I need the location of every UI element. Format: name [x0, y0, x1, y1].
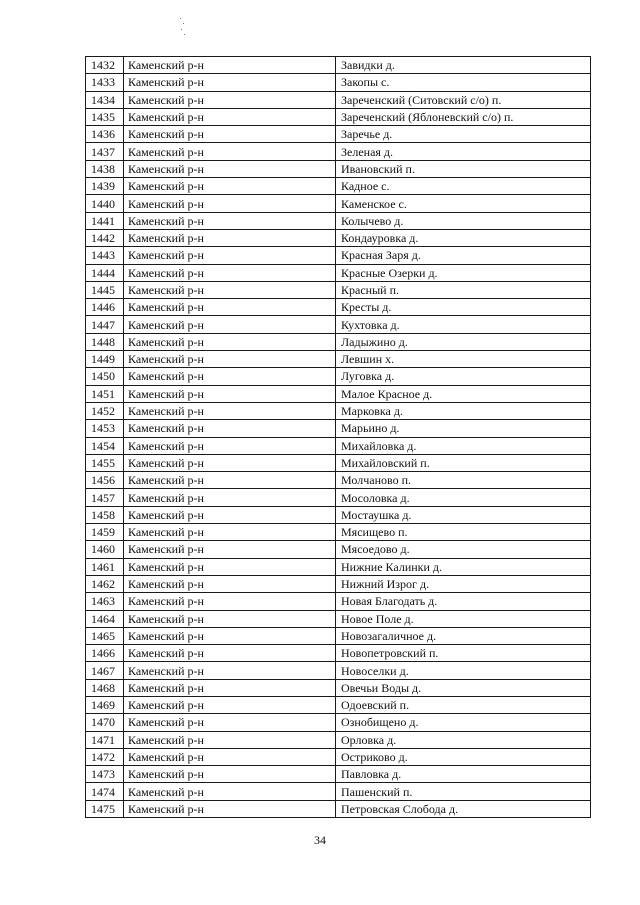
settlement-cell: Марковка д.	[336, 402, 591, 419]
district-cell: Каменский р-н	[124, 610, 336, 627]
table-row	[86, 402, 591, 419]
row-number-cell: 1451	[86, 385, 124, 402]
district-cell: Каменский р-н	[124, 108, 336, 125]
table-row	[86, 766, 591, 783]
row-number-cell: 1461	[86, 558, 124, 575]
district-cell: Каменский р-н	[124, 489, 336, 506]
row-number-cell: 1444	[86, 264, 124, 281]
settlement-cell: Красные Озерки д.	[336, 264, 591, 281]
settlement-cell: Заречье д.	[336, 126, 591, 143]
settlement-cell: Кондауровка д.	[336, 229, 591, 246]
settlement-cell: Новоселки д.	[336, 662, 591, 679]
settlement-cell: Мосоловка д.	[336, 489, 591, 506]
settlement-cell: Остриково д.	[336, 748, 591, 765]
row-number-cell: 1464	[86, 610, 124, 627]
table-row	[86, 558, 591, 575]
district-cell: Каменский р-н	[124, 264, 336, 281]
page-number: 34	[314, 833, 326, 847]
district-cell: Каменский р-н	[124, 731, 336, 748]
table-row	[86, 454, 591, 471]
district-cell: Каменский р-н	[124, 247, 336, 264]
district-cell: Каменский р-н	[124, 645, 336, 662]
settlement-cell: Красная Заря д.	[336, 247, 591, 264]
row-number-cell: 1459	[86, 524, 124, 541]
table-row	[86, 575, 591, 592]
district-cell: Каменский р-н	[124, 524, 336, 541]
district-cell: Каменский р-н	[124, 178, 336, 195]
row-number-cell: 1467	[86, 662, 124, 679]
row-number-cell: 1470	[86, 714, 124, 731]
row-number-cell: 1460	[86, 541, 124, 558]
settlement-cell: Каменское с.	[336, 195, 591, 212]
settlement-cell: Михайловка д.	[336, 437, 591, 454]
table-row	[86, 91, 591, 108]
district-cell: Каменский р-н	[124, 91, 336, 108]
settlement-cell: Зареченский (Ситовский с/о) п.	[336, 91, 591, 108]
table-row	[86, 524, 591, 541]
row-number-cell: 1447	[86, 316, 124, 333]
row-number-cell: 1446	[86, 299, 124, 316]
row-number-cell: 1474	[86, 783, 124, 800]
row-number-cell: 1475	[86, 800, 124, 817]
district-cell: Каменский р-н	[124, 766, 336, 783]
row-number-cell: 1462	[86, 575, 124, 592]
table-row	[86, 229, 591, 246]
settlement-cell: Луговка д.	[336, 368, 591, 385]
district-cell: Каменский р-н	[124, 627, 336, 644]
settlement-cell: Кадное с.	[336, 178, 591, 195]
row-number-cell: 1449	[86, 351, 124, 368]
row-number-cell: 1466	[86, 645, 124, 662]
table-row	[86, 679, 591, 696]
table-row	[86, 800, 591, 817]
table-row	[86, 610, 591, 627]
row-number-cell: 1437	[86, 143, 124, 160]
district-cell: Каменский р-н	[124, 662, 336, 679]
settlement-cell: Завидки д.	[336, 57, 591, 74]
district-cell: Каменский р-н	[124, 299, 336, 316]
table-row	[86, 731, 591, 748]
settlement-cell: Павловка д.	[336, 766, 591, 783]
settlement-cell: Малое Красное д.	[336, 385, 591, 402]
settlement-cell: Нижний Изрог д.	[336, 575, 591, 592]
district-cell: Каменский р-н	[124, 454, 336, 471]
district-cell: Каменский р-н	[124, 195, 336, 212]
table-row	[86, 420, 591, 437]
table-row	[86, 160, 591, 177]
table-row	[86, 593, 591, 610]
row-number-cell: 1436	[86, 126, 124, 143]
table-row	[86, 368, 591, 385]
table-row	[86, 489, 591, 506]
district-cell: Каменский р-н	[124, 143, 336, 160]
table-row	[86, 627, 591, 644]
table-row	[86, 264, 591, 281]
settlement-cell: Мостаушка д.	[336, 506, 591, 523]
row-number-cell: 1455	[86, 454, 124, 471]
row-number-cell: 1443	[86, 247, 124, 264]
district-cell: Каменский р-н	[124, 160, 336, 177]
row-number-cell: 1456	[86, 472, 124, 489]
settlement-cell: Красный п.	[336, 281, 591, 298]
table-row	[86, 541, 591, 558]
district-cell: Каменский р-н	[124, 593, 336, 610]
row-number-cell: 1468	[86, 679, 124, 696]
row-number-cell: 1440	[86, 195, 124, 212]
settlement-cell: Кухтовка д.	[336, 316, 591, 333]
district-cell: Каменский р-н	[124, 126, 336, 143]
table-row	[86, 195, 591, 212]
settlement-cell: Нижние Калинки д.	[336, 558, 591, 575]
table-row	[86, 57, 591, 74]
district-cell: Каменский р-н	[124, 333, 336, 350]
scan-speck	[181, 29, 182, 30]
table-row	[86, 333, 591, 350]
district-cell: Каменский р-н	[124, 402, 336, 419]
table-row	[86, 178, 591, 195]
settlement-cell: Ладыжино д.	[336, 333, 591, 350]
row-number-cell: 1471	[86, 731, 124, 748]
scan-speck	[183, 23, 184, 24]
district-cell: Каменский р-н	[124, 575, 336, 592]
table-row	[86, 299, 591, 316]
table-row	[86, 783, 591, 800]
settlement-cell: Орловка д.	[336, 731, 591, 748]
district-cell: Каменский р-н	[124, 368, 336, 385]
row-number-cell: 1473	[86, 766, 124, 783]
row-number-cell: 1463	[86, 593, 124, 610]
district-cell: Каменский р-н	[124, 57, 336, 74]
district-cell: Каменский р-н	[124, 212, 336, 229]
district-cell: Каменский р-н	[124, 783, 336, 800]
settlement-cell: Закопы с.	[336, 74, 591, 91]
row-number-cell: 1469	[86, 696, 124, 713]
district-cell: Каменский р-н	[124, 74, 336, 91]
table-row	[86, 351, 591, 368]
district-cell: Каменский р-н	[124, 437, 336, 454]
scan-speck	[184, 34, 185, 35]
table-row	[86, 126, 591, 143]
settlement-cell: Михайловский п.	[336, 454, 591, 471]
table-row	[86, 108, 591, 125]
row-number-cell: 1433	[86, 74, 124, 91]
row-number-cell: 1448	[86, 333, 124, 350]
table-row	[86, 437, 591, 454]
district-cell: Каменский р-н	[124, 472, 336, 489]
table-row	[86, 714, 591, 731]
row-number-cell: 1458	[86, 506, 124, 523]
table-row	[86, 506, 591, 523]
district-cell: Каменский р-н	[124, 541, 336, 558]
district-cell: Каменский р-н	[124, 679, 336, 696]
row-number-cell: 1434	[86, 91, 124, 108]
row-number-cell: 1457	[86, 489, 124, 506]
table-row	[86, 696, 591, 713]
table-row	[86, 281, 591, 298]
settlement-cell: Молчаново п.	[336, 472, 591, 489]
district-cell: Каменский р-н	[124, 229, 336, 246]
district-cell: Каменский р-н	[124, 558, 336, 575]
row-number-cell: 1454	[86, 437, 124, 454]
settlement-cell: Петровская Слобода д.	[336, 800, 591, 817]
settlement-cell: Новое Поле д.	[336, 610, 591, 627]
table-row	[86, 645, 591, 662]
district-cell: Каменский р-н	[124, 385, 336, 402]
settlement-cell: Кресты д.	[336, 299, 591, 316]
settlement-cell: Ознобищено д.	[336, 714, 591, 731]
scan-speck	[180, 18, 181, 19]
settlement-cell: Пашенский п.	[336, 783, 591, 800]
settlement-cell: Овечьи Воды д.	[336, 679, 591, 696]
row-number-cell: 1472	[86, 748, 124, 765]
settlements-table	[85, 56, 591, 818]
row-number-cell: 1465	[86, 627, 124, 644]
settlement-cell: Левшин х.	[336, 351, 591, 368]
district-cell: Каменский р-н	[124, 316, 336, 333]
row-number-cell: 1435	[86, 108, 124, 125]
table-row	[86, 472, 591, 489]
row-number-cell: 1453	[86, 420, 124, 437]
row-number-cell: 1438	[86, 160, 124, 177]
settlement-cell: Зеленая д.	[336, 143, 591, 160]
settlement-cell: Мясоедово д.	[336, 541, 591, 558]
row-number-cell: 1445	[86, 281, 124, 298]
table-row	[86, 143, 591, 160]
settlement-cell: Одоевский п.	[336, 696, 591, 713]
table-row	[86, 385, 591, 402]
row-number-cell: 1442	[86, 229, 124, 246]
table-row	[86, 662, 591, 679]
row-number-cell: 1452	[86, 402, 124, 419]
table-row	[86, 74, 591, 91]
settlement-cell: Новозагаличное д.	[336, 627, 591, 644]
settlement-cell: Марьино д.	[336, 420, 591, 437]
row-number-cell: 1441	[86, 212, 124, 229]
settlement-cell: Колычево д.	[336, 212, 591, 229]
settlement-cell: Новая Благодать д.	[336, 593, 591, 610]
district-cell: Каменский р-н	[124, 281, 336, 298]
district-cell: Каменский р-н	[124, 420, 336, 437]
district-cell: Каменский р-н	[124, 696, 336, 713]
table-row	[86, 247, 591, 264]
district-cell: Каменский р-н	[124, 351, 336, 368]
district-cell: Каменский р-н	[124, 748, 336, 765]
district-cell: Каменский р-н	[124, 800, 336, 817]
table-row	[86, 212, 591, 229]
settlement-cell: Мясищево п.	[336, 524, 591, 541]
district-cell: Каменский р-н	[124, 714, 336, 731]
settlement-cell: Новопетровский п.	[336, 645, 591, 662]
settlements-table-body	[86, 57, 591, 818]
row-number-cell: 1432	[86, 57, 124, 74]
settlement-cell: Ивановский п.	[336, 160, 591, 177]
district-cell: Каменский р-н	[124, 506, 336, 523]
row-number-cell: 1439	[86, 178, 124, 195]
settlement-cell: Зареченский (Яблоневский с/о) п.	[336, 108, 591, 125]
table-row	[86, 748, 591, 765]
table-row	[86, 316, 591, 333]
row-number-cell: 1450	[86, 368, 124, 385]
